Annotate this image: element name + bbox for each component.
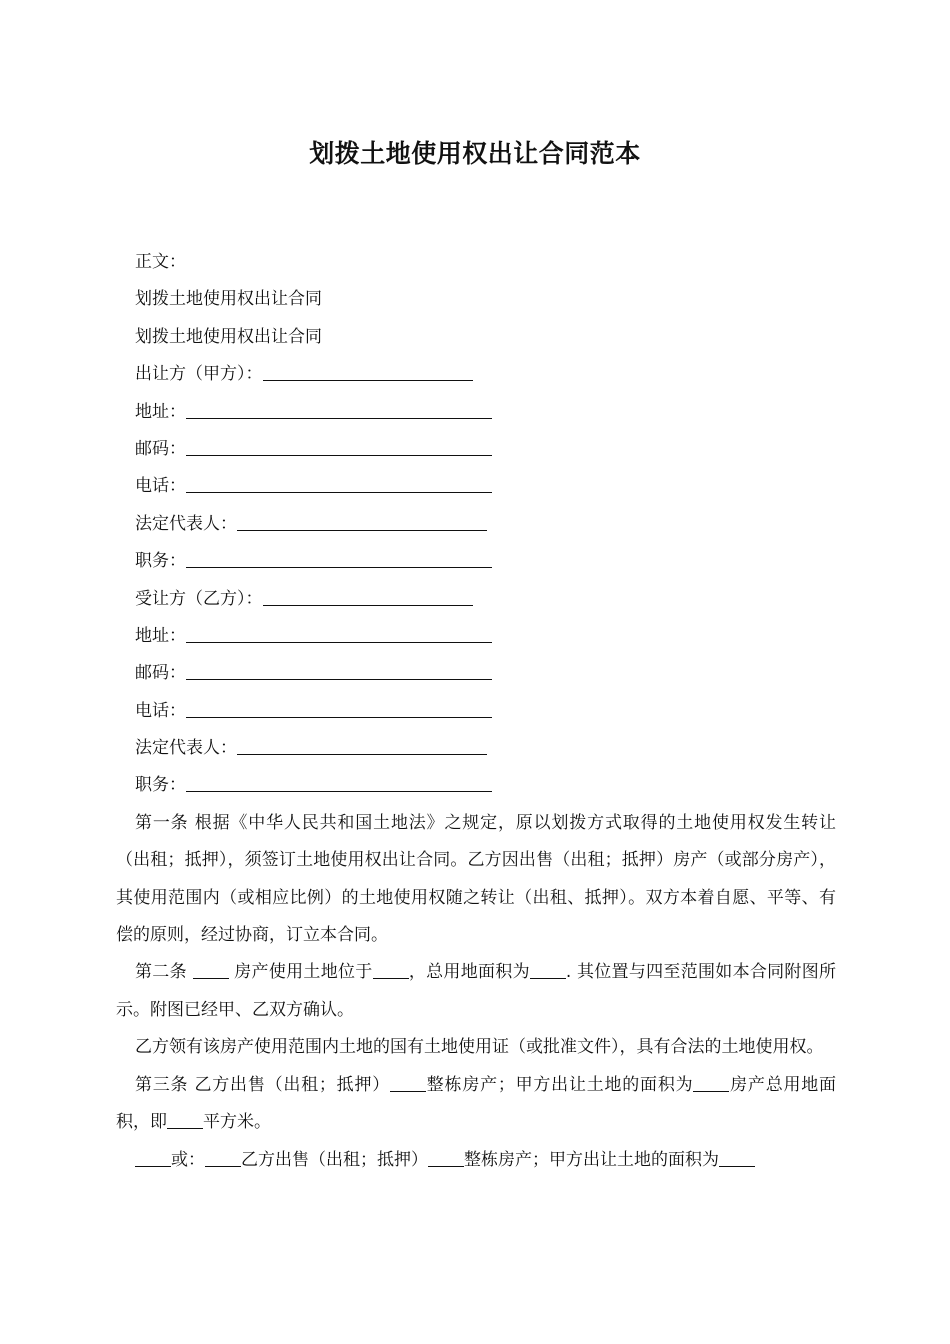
a-phone-label: 电话： (135, 476, 186, 497)
article-2-paragraph-2: 乙方领有该房产使用范围内土地的国有土地使用证（或批准文件），具有合法的土地使用权。 (135, 1037, 824, 1058)
contract-heading-2: 划拨土地使用权出让合同 (135, 326, 322, 347)
b-address-label: 地址： (135, 625, 186, 646)
label-zhengwen: 正文： (135, 252, 186, 272)
b-title-line (116, 767, 836, 804)
article-3-alternative (116, 1142, 836, 1179)
article-2-blank-1 (193, 962, 229, 979)
party-a-blank (263, 362, 473, 381)
document-title: 划拨土地使用权出让合同范本 (309, 139, 641, 168)
article-3-alt-blank-3 (428, 1150, 464, 1167)
article-2-blank-2 (373, 962, 409, 979)
article-3-part-a: 第三条 乙方出售（出租；抵押） (135, 1074, 390, 1095)
a-postcode-line (116, 431, 836, 468)
article-3-part-d: 平方米。 (203, 1112, 271, 1133)
a-address-label: 地址： (135, 401, 186, 422)
b-title-blank (186, 773, 492, 792)
article-2-blank-3 (530, 962, 566, 979)
a-postcode-blank (186, 437, 492, 456)
article-3-blank-1 (390, 1075, 426, 1092)
article-3-part-b: 整栋房产；甲方出让土地的面积为 (426, 1074, 694, 1095)
b-phone-line (116, 693, 836, 730)
b-phone-blank (186, 699, 492, 718)
a-legal-rep-blank (237, 512, 487, 531)
a-address-line (116, 394, 836, 431)
article-2-part-c: ，总用地面积为 (408, 962, 530, 983)
a-postcode-label: 邮码： (135, 438, 186, 459)
b-legal-rep-line (116, 730, 836, 767)
b-legal-rep-label: 法定代表人： (135, 738, 237, 759)
article-3-alt-part-g: 整栋房产；甲方出让土地的面积为 (464, 1149, 719, 1170)
b-address-blank (186, 624, 492, 643)
article-2-part-b: 房产使用土地位于 (228, 962, 373, 983)
article-3 (116, 1067, 836, 1142)
article-3-part-c: 房产总用地面积，即 (116, 1074, 837, 1133)
party-a-label: 出让方（甲方）： (135, 364, 263, 385)
article-2-part-d: . 其位置与四至范围如本合同附图所示。附图已经甲、乙双方确认。 (116, 962, 837, 1020)
contract-heading-1: 划拨土地使用权出让合同 (135, 289, 322, 310)
article-3-blank-2 (693, 1075, 729, 1092)
a-phone-blank (186, 474, 492, 493)
a-title-blank (186, 549, 492, 568)
party-b-blank (263, 587, 473, 606)
party-a-line (116, 356, 836, 393)
b-legal-rep-blank (237, 736, 487, 755)
b-address-line (116, 618, 836, 655)
a-address-blank (186, 400, 492, 419)
a-phone-line (116, 468, 836, 505)
a-title-line (116, 543, 836, 580)
article-3-alt-blank-4 (719, 1150, 755, 1167)
article-2 (116, 954, 836, 1029)
a-title-label: 职务： (135, 551, 186, 572)
article-1: 第一条 根据《中华人民共和国土地法》之规定，原以划拨方式取得的土地使用权发生转让（出租；抵押），须签订土地使用权出让合同。乙方因出售（出租；抵押）房产（或部分房产），其使用范围内（或相应比例）的土地使用权随之转让（出租、抵押）。双方本着自愿、平等、有偿的原则，经过协商，订立本合同。 (116, 812, 836, 946)
b-title-label: 职务： (135, 775, 186, 796)
a-legal-rep-label: 法定代表人： (135, 513, 237, 534)
b-postcode-line (116, 655, 836, 692)
b-phone-label: 电话： (135, 700, 186, 721)
party-b-line (116, 581, 836, 618)
article-2-part-a: 第二条 (135, 962, 193, 983)
document-body (116, 244, 836, 1179)
article-3-alt-blank-2 (205, 1150, 241, 1167)
article-3-alt-or: 或： (171, 1149, 205, 1170)
b-postcode-label: 邮码： (135, 663, 186, 684)
article-3-alt-part-f: 乙方出售（出租；抵押） (241, 1149, 428, 1170)
article-3-blank-3 (167, 1112, 203, 1129)
a-legal-rep-line (116, 506, 836, 543)
b-postcode-blank (186, 661, 492, 680)
party-b-label: 受让方（乙方）： (135, 588, 263, 609)
article-3-alt-blank-1 (135, 1150, 171, 1167)
